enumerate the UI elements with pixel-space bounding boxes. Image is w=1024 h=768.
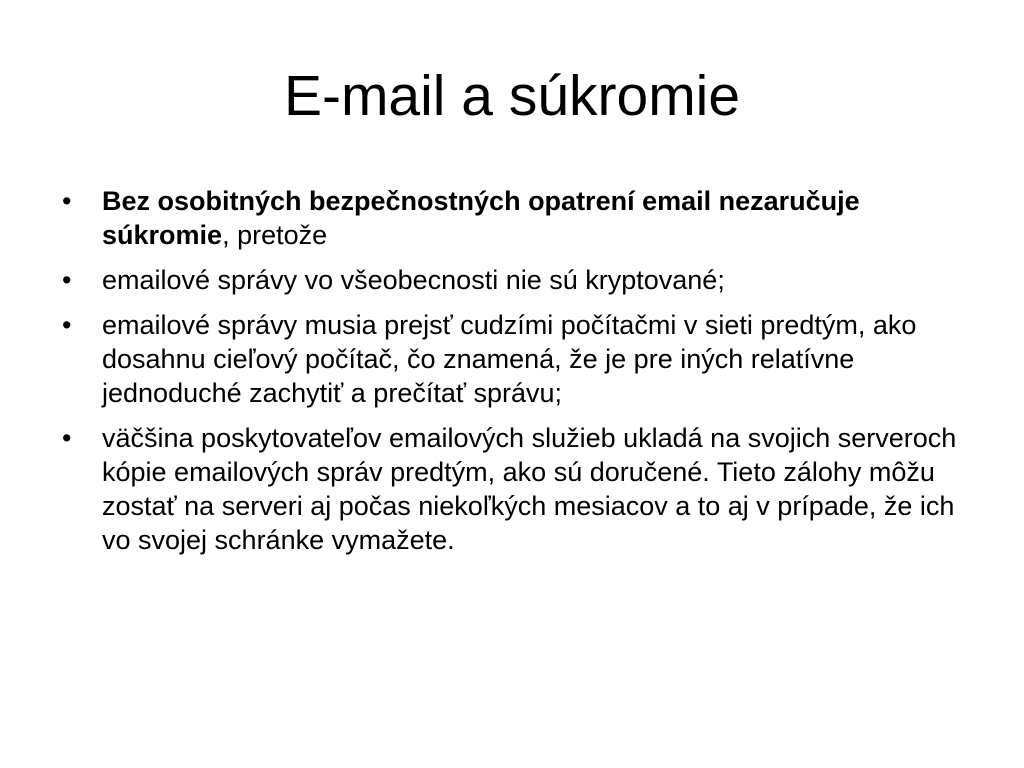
slide-title: E-mail a súkromie xyxy=(283,64,741,128)
bullet-item xyxy=(62,184,962,252)
bullet-icon: • xyxy=(62,186,72,216)
bullet-text: väčšina poskytovateľov emailových služieb ukladá na svojich serveroch kópie emailových správ predtým, ako sú doručené. Tieto zálohy môžu zostať na serveri aj počas niekoľkých mesiacov a to aj v prípade, že ich vo svojej schránke vymažete. xyxy=(102,423,957,555)
bullet-item xyxy=(62,308,962,410)
bullet-bold-text: Bez osobitných bezpečnostných opatrení email nezaručuje súkromie xyxy=(102,186,860,250)
bullet-item xyxy=(62,263,962,297)
bullet-icon: • xyxy=(62,265,72,295)
bullet-text: , pretože xyxy=(222,220,328,250)
bullet-text: emailové správy musia prejsť cudzími počítačmi v sieti predtým, ako dosahnu cieľový počítač, čo znamená, že je pre iných relatívne jednoduché zachytiť a prečítať správu; xyxy=(102,310,917,408)
bullet-list xyxy=(62,184,962,568)
bullet-text: emailové správy vo všeobecnosti nie sú kryptované; xyxy=(102,265,725,295)
bullet-icon: • xyxy=(62,310,72,340)
bullet-item xyxy=(62,421,962,557)
bullet-icon: • xyxy=(62,423,72,453)
